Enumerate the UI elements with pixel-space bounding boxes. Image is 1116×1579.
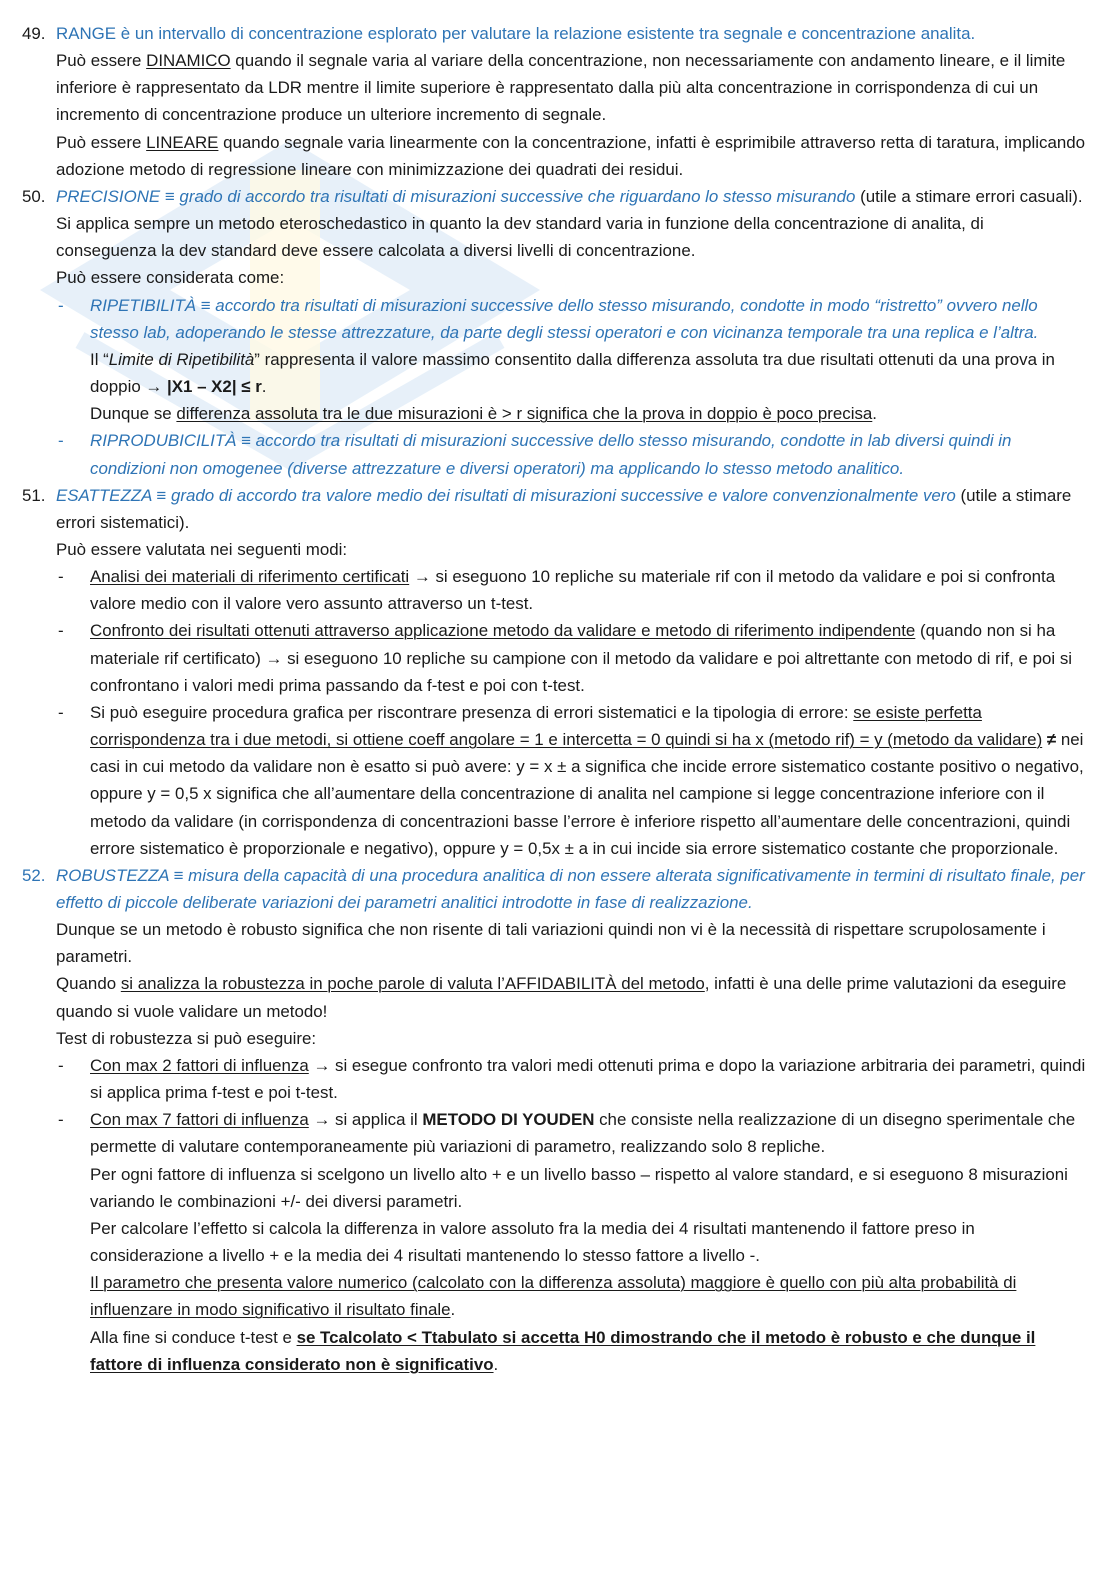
paragraph: Alla fine si conduce t-test e se Tcalcolato < Ttabulato si accetta H0 dimostrando che il metodo è robusto e che dunque il fattore di influenza considerato non è significativo.	[90, 1327, 1036, 1374]
paragraph: Test di robustezza si può eseguire:	[56, 1028, 317, 1048]
paragraph: Si applica sempre un metodo eteroschedastico in quanto la dev standard varia in funzione della concentrazione di analita, di conseguenza la dev standard deve essere calcolata a diversi livelli di concentrazione.	[56, 214, 984, 261]
lineare-term: LINEARE	[146, 132, 219, 152]
bullet-max-2-fattori: - Con max 2 fattori di influenza → si esegue confronto tra valori medi ottenuti prima e dopo la variazione arbitraria dei parametri, quindi si applica prima f-test e poi t-test.	[58, 1055, 1086, 1103]
dinamico-term: DINAMICO	[146, 51, 231, 71]
bullet-analisi-materiali: - Analisi dei materiali di riferimento certificati → si eseguono 10 repliche su materiale rif con il metodo da validare e poi si confronta valore medio con il valore vero assunto attraverso un t-test.	[58, 567, 1056, 614]
precisione-definition: PRECISIONE ≡ grado di accordo tra risultati di misurazioni successive che riguardano lo stesso misurando (utile a stimare errori casuali).	[56, 186, 1083, 206]
paragraph: Per calcolare l’effetto si calcola la differenza in valore assoluto fra la media dei 4 risultati mantenendo il fattore preso in considerazione a livello + e la media dei 4 risultati mantenendo lo stesso fattore a livello -.	[90, 1218, 975, 1266]
bullet-ripetibilita: - RIPETIBILITÀ ≡ accordo tra risultati di misurazioni successive dello stesso misurando, condotte in modo “ristretto” ovvero nello stesso lab, adoperando le stesse attrezzature, da parte degli stessi operatori e con vicinanza temporale tra una replica e l’altra. Il “Limite di Ripetibilità” rappresenta il valore massimo consentito dalla differenza assoluta tra due risultati ottenuti da una prova in doppio → |X1 – X2| ≤ r. Dunque se differenza assoluta tra le due misurazioni è > r significa che la prova in doppio è poco precisa.	[56, 292, 1087, 428]
metodo-youden: METODO DI YOUDEN	[422, 1110, 595, 1130]
bullet-riproducibilita: - RIPRODUBICILITÀ ≡ accordo tra risultati di misurazioni successive dello stesso misurando, condotte in lab diversi quindi in condizioni non omogenee (diverse attrezzature e diversi operatori) ma applicando lo stesso metodo analitico.	[56, 427, 1087, 481]
paragraph: Può essere LINEARE quando segnale varia linearmente con la concentrazione, infatti è esprimibile attraverso retta di taratura, implicando adozione metodo di regressione lineare con minimizzazione dei quadrati dei residui.	[56, 132, 1086, 179]
document-body	[22, 20, 1087, 1378]
item-number: 51.	[22, 485, 46, 505]
repeatability-formula: |X1 – X2| ≤ r	[167, 377, 262, 397]
robustezza-definition: ROBUSTEZZA ≡ misura della capacità di una procedura analitica di non essere alterata significativamente in termini di risultato finale, per effetto di piccole deliberate variazioni dei parametri analitici introdotte in fase di realizzazione.	[56, 865, 1085, 912]
ripetibilita-definition: RIPETIBILITÀ ≡ accordo tra risultati di misurazioni successive dello stesso misurando, condotte in modo “ristretto” ovvero nello stesso lab, adoperando le stesse attrezzature, da parte degli stessi operatori e con vicinanza temporale tra una replica e l’altra.	[90, 295, 1039, 342]
range-definition: RANGE è un intervallo di concentrazione esplorato per valutare la relazione esistente tra segnale e concentrazione analita.	[56, 24, 976, 43]
list-item-52	[22, 862, 1087, 1378]
paragraph: Può essere considerata come:	[56, 268, 285, 288]
item-number: 49.	[22, 24, 46, 43]
list-item-49	[22, 20, 1087, 183]
list-item-51	[22, 482, 1087, 862]
esattezza-definition: ESATTEZZA ≡ grado di accordo tra valore medio dei risultati di misurazioni successive e valore convenzionalmente vero (utile a stimare errori sistematici).	[56, 485, 1072, 532]
list-item-50	[22, 183, 1087, 482]
paragraph: Dunque se un metodo è robusto significa che non risente di tali variazioni quindi non vi è la necessità di rispettare scrupolosamente i parametri.	[56, 920, 1046, 967]
paragraph: Il parametro che presenta valore numerico (calcolato con la differenza assoluta) maggiore è quello con più alta probabilità di influenzare in modo significativo il risultato finale.	[90, 1273, 1017, 1320]
paragraph: Per ogni fattore di influenza si scelgono un livello alto + e un livello basso – rispetto al valore standard, e si eseguono 8 misurazioni variando le combinazioni +/- dei diversi parametri.	[90, 1164, 1068, 1211]
paragraph: Può essere valutata nei seguenti modi:	[56, 539, 348, 559]
bullet-max-7-fattori: - Con max 7 fattori di influenza → si applica il METODO DI YOUDEN che consiste nella realizzazione di un disegno sperimentale che permette di valutare contemporaneamente più variazioni di parametro, realizzando solo 8 repliche. Per ogni fattore di influenza si scelgono un livello alto + e un livello basso – rispetto al valore standard, e si eseguono 8 misurazioni variando le combinazioni +/- dei diversi parametri. Per calcolare l’effetto si calcola la differenza in valore assoluto fra la media dei 4 risultati mantenendo il fattore preso in considerazione a livello + e la media dei 4 risultati mantenendo lo stesso fattore a livello -. Il parametro che presenta valore numerico (calcolato con la differenza assoluta) maggiore è quello con più alta probabilità di influenzare in modo significativo il risultato finale. Alla fine si conduce t-test e se Tcalcolato < Ttabulato si accetta H0 dimostrando che il metodo è robusto e che dunque il fattore di influenza considerato non è significativo.	[56, 1106, 1087, 1378]
bullet-confronto-risultati: - Confronto dei risultati ottenuti attraverso applicazione metodo da validare e metodo di riferimento indipendente (quando non si ha materiale rif certificato) → si eseguono 10 repliche su campione con il metodo da validare e poi altrettante con metodo di rif, e poi si confrontano i valori medi prima passando da f-test e poi con t-test.	[58, 621, 1073, 695]
paragraph: Dunque se differenza assoluta tra le due misurazioni è > r significa che la prova in doppio è poco precisa.	[90, 404, 877, 424]
bullet-procedura-grafica: - Si può eseguire procedura grafica per riscontrare presenza di errori sistematici e la tipologia di errore: se esiste perfetta corrispondenza tra i due metodi, si ottiene coeff angolare = 1 e intercetta = 0 quindi si ha x (metodo rif) = y (metodo da validare) ≠ nei casi in cui metodo da validare non è esatto si può avere: y = x ± a significa che incide errore sistematico costante positivo o negativo, oppure y = 0,5 x significa che all’aumentare della concentrazione di analita nel campione si legge concentrazione inferiore con il metodo da validare (in corrispondenza di concentrazioni basse l’errore è inferiore rispetto all’aumentare delle concentrazioni, quindi errore sistematico è proporzionale e negativo), oppure y = 0,5x ± a in cui incide sia errore sistematico costante che proporzionale.	[58, 702, 1084, 858]
paragraph: Può essere DINAMICO quando il segnale varia al variare della concentrazione, non necessariamente con andamento lineare, e il limite inferiore è rappresentato da LDR mentre il limite superiore è rappresentato dalla più alta concentrazione in corrispondenza di cui un incremento di concentrazione produce un ulteriore incremento di segnale.	[56, 51, 1066, 125]
paragraph: Il “Limite di Ripetibilità” rappresenta il valore massimo consentito dalla differenza assoluta tra due risultati ottenuti da una prova in doppio → |X1 – X2| ≤ r.	[90, 349, 1055, 397]
conclusion-bold: se Tcalcolato < Ttabulato si accetta H0 dimostrando che il metodo è robusto e che dunque il fattore di influenza considerato non è significativo	[90, 1327, 1036, 1374]
item-number: 52.	[22, 865, 46, 885]
item-number: 50.	[22, 186, 46, 206]
riproducibilita-definition: RIPRODUBICILITÀ ≡ accordo tra risultati di misurazioni successive dello stesso misurando, condotte in lab diversi quindi in condizioni non omogenee (diverse attrezzature e diversi operatori) ma applicando lo stesso metodo analitico.	[90, 431, 1012, 478]
paragraph: Quando si analizza la robustezza in poche parole di valuta l’AFFIDABILITÀ del metodo, infatti è una delle prime valutazioni da eseguire quando si vuole validare un metodo!	[56, 974, 1067, 1021]
